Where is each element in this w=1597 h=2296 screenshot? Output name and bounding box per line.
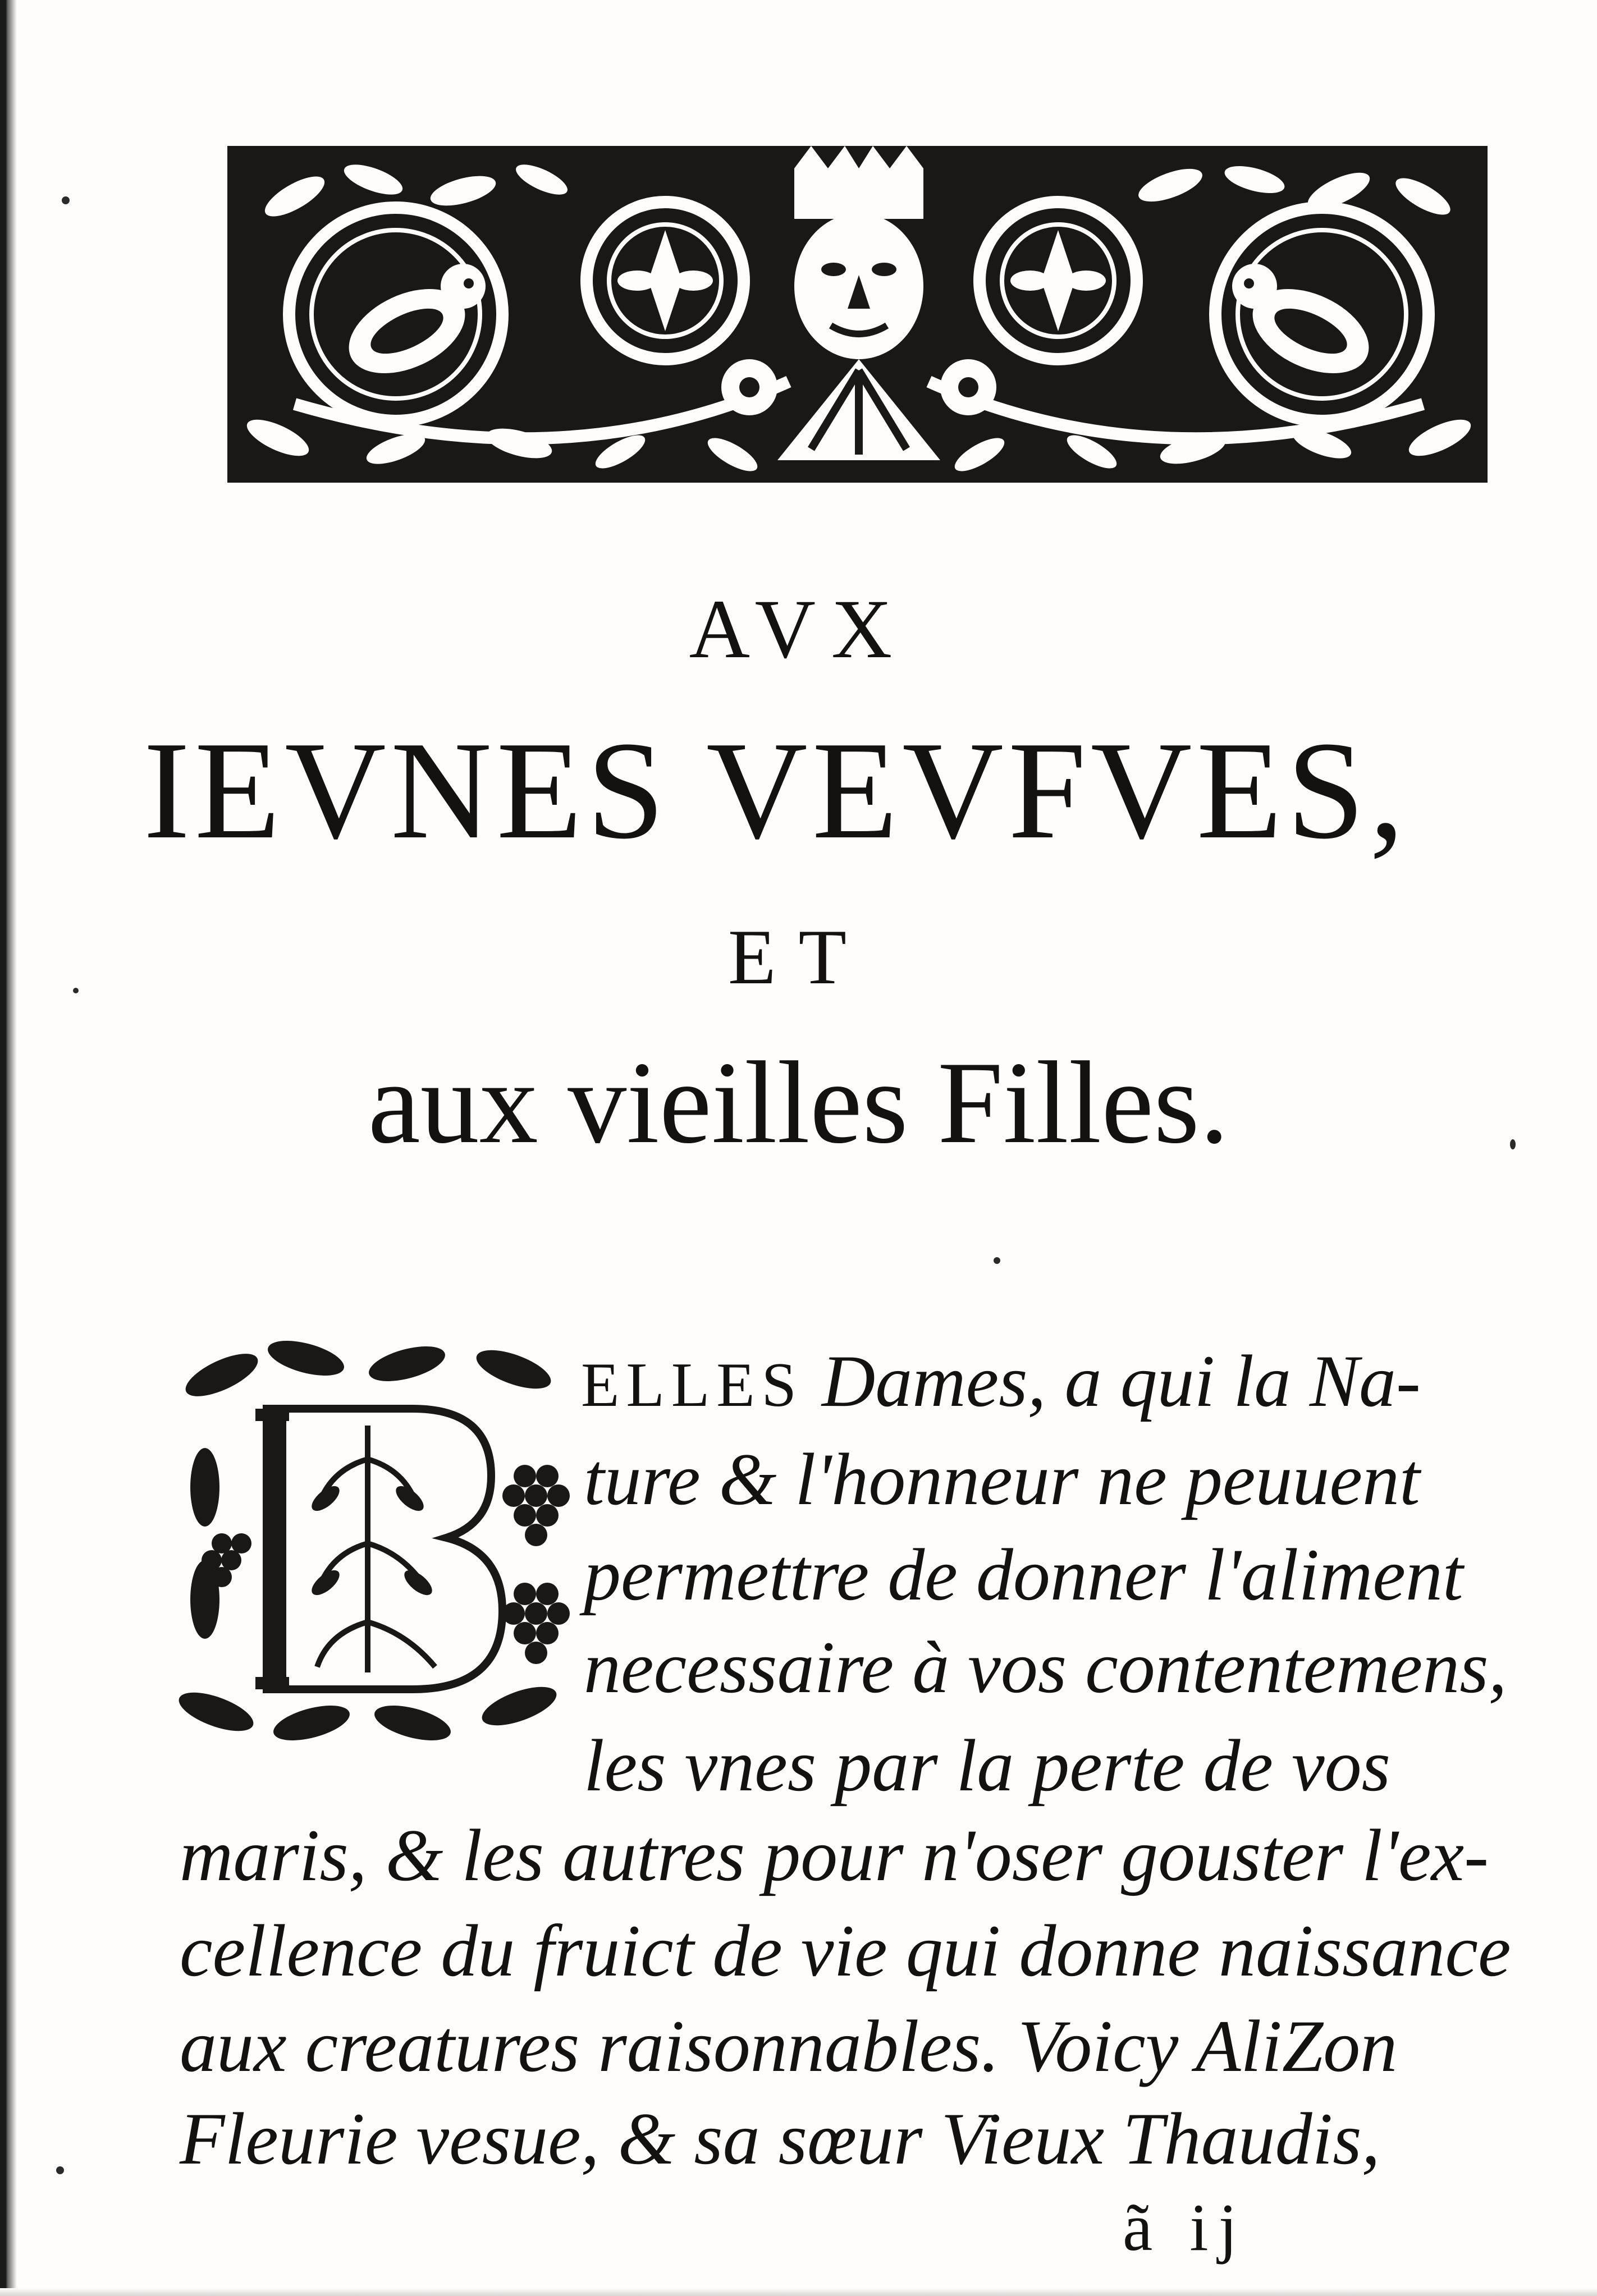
body-line-5: les vnes par la perte de vos [584, 1724, 1390, 1807]
small-caps-elles: ELLES [581, 1350, 803, 1420]
decorated-initial-b [177, 1330, 581, 1751]
title-line-vieilles-filles: aux vieilles Filles. [368, 1038, 1229, 1168]
ink-speck [56, 2166, 64, 2174]
title-line-ieunes-veufues: IEVNES VEVFVES, [143, 713, 1409, 868]
body-line-1 [581, 1340, 1421, 1422]
ink-speck [73, 988, 79, 993]
body-line-1-text: Dames, a qui la Na- [821, 1340, 1421, 1422]
title-line-et: ET [727, 914, 870, 1001]
ink-speck [62, 196, 70, 204]
body-line-2: ture & l'honneur ne peuuent [584, 1438, 1420, 1520]
body-line-3: permettre de donner l'aliment [584, 1533, 1463, 1616]
body-line-8: aux creatures raisonnables. Voicy AliZon [180, 2005, 1398, 2087]
body-line-9: Fleurie vesue, & sa sœur Vieux Thaudis, [180, 2097, 1380, 2180]
ink-speck [1510, 1139, 1516, 1149]
signature-mark: ã ij [1123, 2190, 1247, 2265]
woodcut-headpiece-ornament [227, 146, 1488, 483]
body-line-6: maris, & les autres pour n'oser gouster l'ex- [180, 1814, 1489, 1896]
ink-speck [994, 1257, 1000, 1264]
page-bottom-edge [0, 2288, 1597, 2296]
title-line-aux: AVX [689, 583, 908, 676]
body-line-4: necessaire à vos contentemens, [584, 1626, 1507, 1708]
body-line-7: cellence du fruict de vie qui donne naissance [180, 1909, 1511, 1992]
